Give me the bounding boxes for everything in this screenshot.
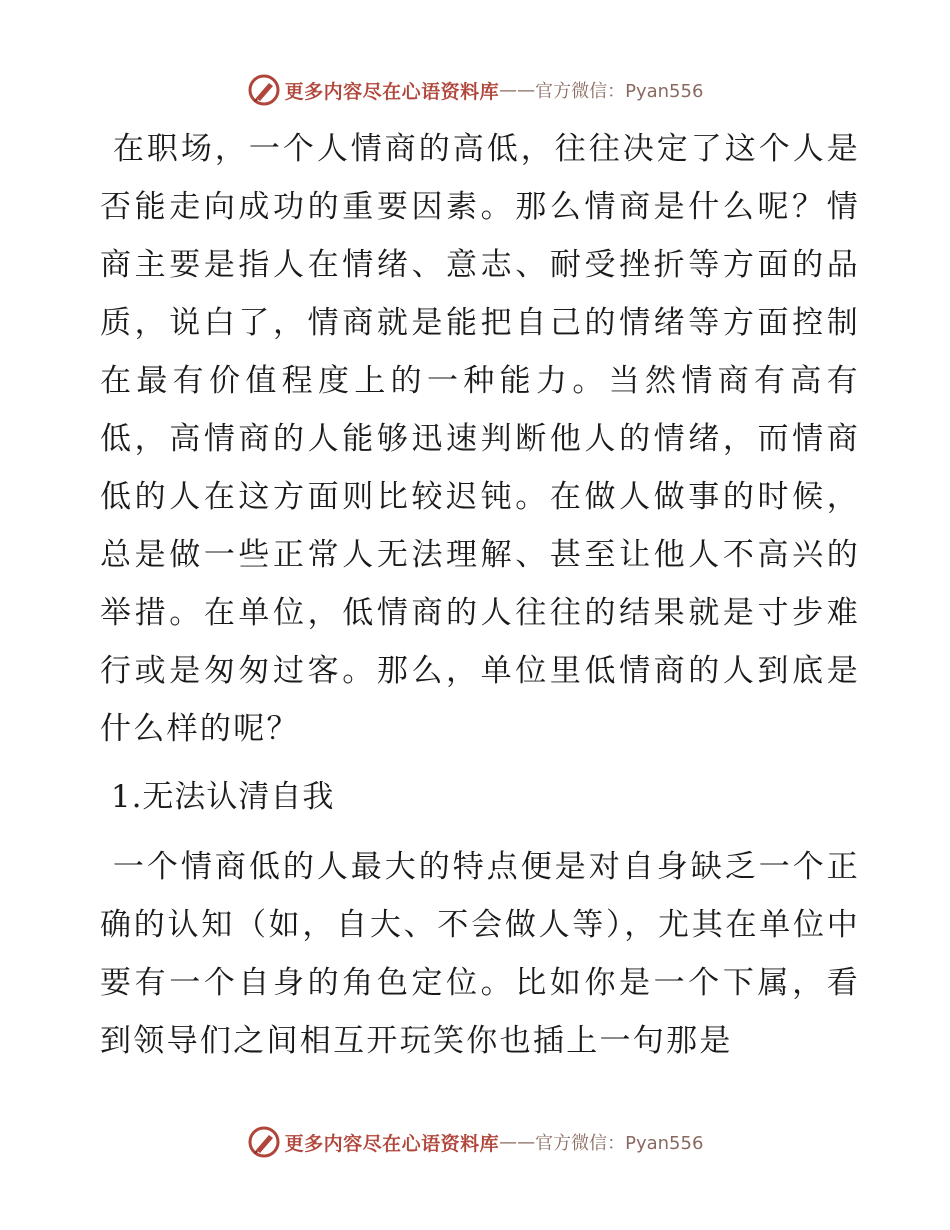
contact-text: 官方微信：Pyan556	[535, 1133, 704, 1154]
document-body	[100, 120, 860, 1070]
banner-dash: ——	[499, 1131, 536, 1153]
footer-banner	[0, 1122, 950, 1162]
section-heading: 1.无法认清自我	[100, 779, 335, 815]
intro-paragraph: 在职场，一个人情商的高低，往往决定了这个人是否能走向成功的重要因素。那么情商是什么呢？情商主要是指人在情绪、意志、耐受挫折等方面的品质，说白了，情商就是能把自己的情绪等方面控制在最有价值程度上的一种能力。当然情商有高有低，高情商的人能够迅速判断他人的情绪，而情商低的人在这方面则比较迟钝。在做人做事的时候，总是做一些正常人无法理解、甚至让他人不高兴的举措。在单位，低情商的人往往的结果就是寸步难行或是匆匆过客。那么，单位里低情商的人到底是什么样的呢？	[100, 131, 860, 747]
section-paragraph: 一个情商低的人最大的特点便是对自身缺乏一个正确的认知（如，自大、不会做人等），尤其在单位中要有一个自身的角色定位。比如你是一个下属，看到领导们之间相互开玩笑你也插上一句那是	[100, 849, 860, 1059]
contact-text: 官方微信：Pyan556	[535, 81, 704, 102]
promo-text: 更多内容尽在心语资料库	[284, 80, 500, 103]
pen-circle-icon	[247, 73, 281, 107]
header-banner	[0, 70, 950, 110]
promo-text: 更多内容尽在心语资料库	[284, 1132, 500, 1155]
pen-circle-icon	[247, 1125, 281, 1159]
banner-dash: ——	[499, 79, 536, 101]
